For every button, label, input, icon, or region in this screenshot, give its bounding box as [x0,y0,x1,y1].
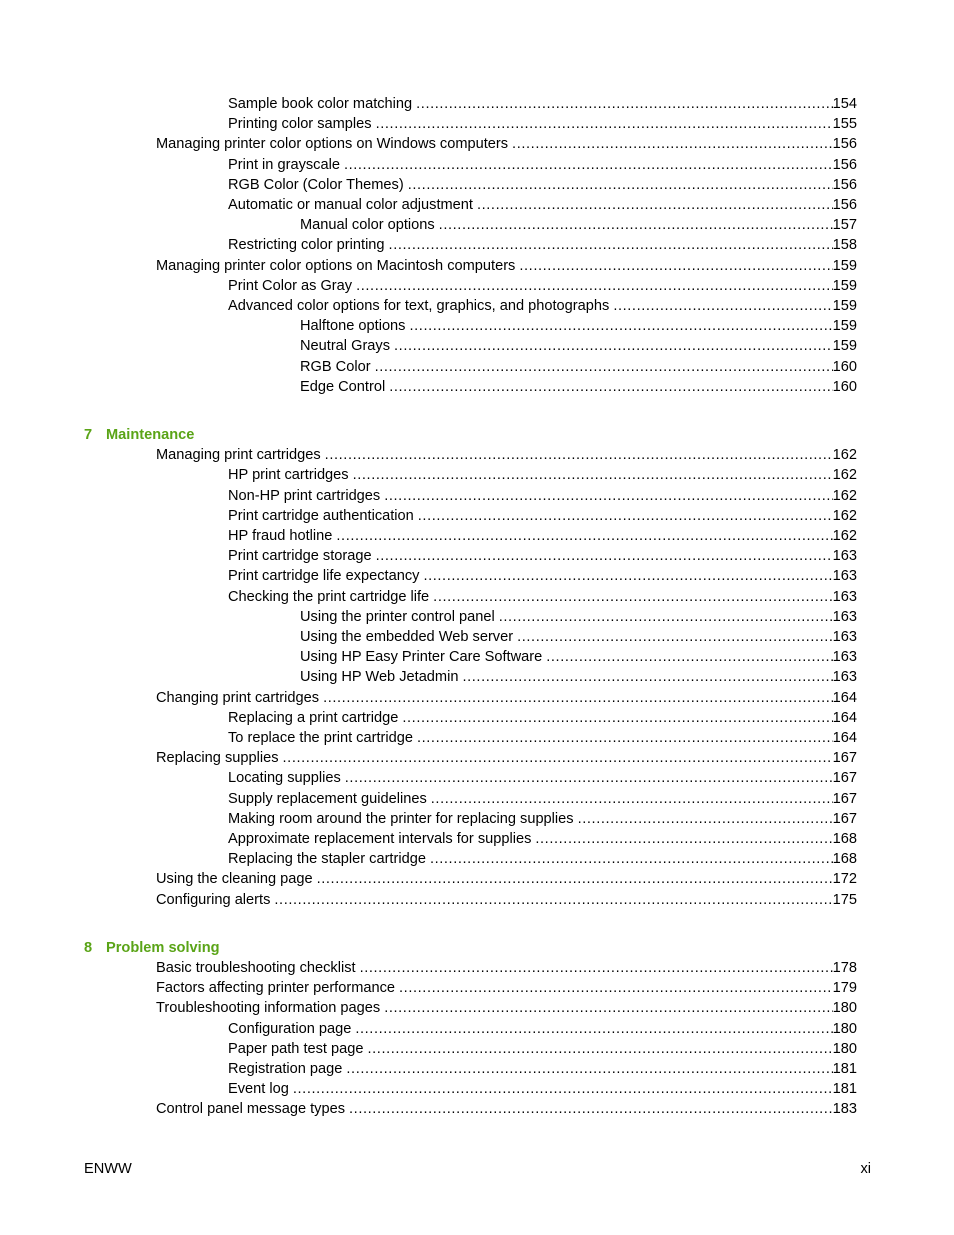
dot-leader [431,789,833,809]
chapter-heading[interactable] [84,938,220,958]
toc-entry-title: Locating supplies [228,770,341,787]
toc-entry[interactable] [300,647,857,667]
toc-entry-page-number: 181 [832,1061,857,1077]
toc-entry-page-number: 183 [832,1101,857,1118]
dot-leader [546,647,832,667]
dot-leader [355,1019,832,1039]
toc-entry-page-number: 156 [832,197,857,213]
chapter-number: 8 [84,939,93,956]
toc-entry-title: Print Color as Gray [228,277,353,294]
toc-entry-title: Advanced color options for text, graphics, and photographs [228,298,610,314]
dot-leader [433,587,832,607]
chapter-title: Problem solving [106,939,220,956]
toc-entry-page-number: 168 [832,851,857,868]
dot-leader [317,869,833,889]
toc-entry[interactable] [156,748,857,768]
toc-entry-title: Non-HP print cartridges [228,487,381,504]
toc-entry-page-number: 158 [832,237,857,254]
dot-leader [384,998,832,1018]
toc-entry-page-number: 156 [832,156,857,173]
toc-entry[interactable] [156,445,857,465]
footer-edition-label: ENWW [84,1161,132,1177]
toc-entry[interactable] [228,276,857,296]
toc-entry-title: Managing printer color options on Macintosh computers [156,257,516,274]
toc-entry-title: Replacing a print cartridge [228,709,399,726]
toc-entry-page-number: 159 [832,338,857,355]
dot-leader [384,486,832,506]
dot-leader [336,526,832,546]
toc-entry-title: Factors affecting printer performance [156,980,396,997]
dot-leader [325,445,833,465]
dot-leader [344,155,833,175]
toc-entry-title: Troubleshooting information pages [156,1000,381,1017]
toc-entry[interactable] [228,768,857,788]
toc-entry-title: Registration page [228,1061,343,1077]
toc-entry[interactable] [228,1079,857,1099]
toc-entry-title: Print cartridge storage [228,548,372,565]
toc-entry[interactable] [156,256,857,276]
dot-leader [517,627,833,647]
dot-leader [389,377,832,397]
toc-entry-title: Checking the print cartridge life [228,588,430,605]
dot-leader [512,134,833,154]
dot-leader [439,215,833,235]
chapter-title: Maintenance [106,427,195,443]
dot-leader [376,546,833,566]
dot-leader [578,809,833,829]
toc-entry-title: Print cartridge authentication [228,507,414,524]
dot-leader [293,1079,833,1099]
dot-leader [430,849,833,869]
toc-entry-page-number: 179 [832,980,857,997]
toc-entry-title: Manual color options [300,217,435,234]
toc-entry[interactable] [300,627,857,647]
toc-entry[interactable] [228,155,857,175]
dot-leader [418,506,833,526]
dot-leader [402,708,832,728]
chapter-number: 7 [84,427,93,443]
dot-leader [356,276,833,296]
toc-entry-page-number: 180 [832,1020,857,1037]
toc-entry-title: Approximate replacement intervals for supplies [228,831,532,847]
dot-leader [519,256,832,276]
toc-entry[interactable] [228,829,857,849]
dot-leader [349,1099,833,1119]
toc-entry-page-number: 157 [832,217,857,234]
toc-entry-title: Using the printer control panel [300,608,495,625]
dot-leader [613,296,832,316]
toc-entry[interactable] [156,890,857,910]
toc-entry-page-number: 167 [832,810,857,827]
toc-entry-page-number: 164 [832,730,857,746]
toc-entry-page-number: 162 [832,528,857,544]
toc-entry-page-number: 159 [832,277,857,294]
toc-entry-page-number: 164 [832,709,857,726]
toc-entry-title: Neutral Grays [300,338,391,355]
toc-entry-title: HP fraud hotline [228,528,333,544]
toc-entry[interactable] [300,607,857,627]
toc-entry-title: Halftone options [300,318,406,335]
dot-leader [346,1059,832,1079]
toc-entry-page-number: 163 [832,649,857,666]
toc-entry-page-number: 162 [832,467,857,484]
toc-entry[interactable] [300,336,857,356]
toc-entry-page-number: 163 [832,629,857,645]
toc-entry-title: Managing print cartridges [156,447,321,464]
toc-entry-title: Configuration page [228,1020,352,1037]
toc-entry[interactable] [228,1019,857,1039]
toc-entry-page-number: 163 [832,608,857,625]
toc-entry-page-number: 156 [832,136,857,153]
toc-entry-title: Basic troubleshooting checklist [156,960,356,976]
dot-leader [323,688,833,708]
toc-entry-page-number: 172 [832,871,857,888]
toc-entry-title: Paper path test page [228,1040,364,1057]
dot-leader [423,566,832,586]
toc-entry[interactable] [300,357,857,377]
toc-entry[interactable] [228,195,857,215]
toc-entry-page-number: 154 [832,96,857,112]
toc-entry-page-number: 162 [832,447,857,464]
toc-entry[interactable] [228,465,857,485]
toc-entry[interactable] [228,114,857,134]
dot-leader [360,958,833,978]
toc-entry-title: Printing color samples [228,116,372,133]
toc-entry-page-number: 159 [832,318,857,335]
toc-entry-title: Edge Control [300,378,386,395]
toc-entry[interactable] [228,728,857,748]
toc-entry-page-number: 160 [832,378,857,395]
toc-entry-title: Using HP Web Jetadmin [300,669,459,686]
toc-entry[interactable] [228,506,857,526]
toc-entry-title: HP print cartridges [228,467,349,484]
toc-entry[interactable] [300,215,857,235]
toc-entry-page-number: 180 [832,1000,857,1017]
toc-entry[interactable] [228,546,857,566]
toc-entry[interactable] [228,175,857,195]
toc-entry-title: Making room around the printer for replacing supplies [228,810,574,827]
toc-entry[interactable] [228,708,857,728]
toc-entry[interactable] [156,688,857,708]
toc-entry[interactable] [228,1059,857,1079]
toc-entry-page-number: 168 [832,831,857,847]
toc-entry[interactable] [228,1039,857,1059]
toc-entry-title: Restricting color printing [228,237,385,254]
toc-entry-page-number: 160 [832,358,857,375]
toc-entry-page-number: 159 [832,257,857,274]
chapter-heading[interactable] [84,425,194,445]
toc-entry-page-number: 156 [832,176,857,193]
dot-leader [353,465,833,485]
toc-entry[interactable] [228,94,857,114]
footer-page-number: xi [860,1161,871,1177]
dot-leader [417,728,833,748]
dot-leader [376,114,833,134]
toc-entry-title: Print cartridge life expectancy [228,568,420,585]
toc-entry[interactable] [228,296,857,316]
dot-leader [389,235,833,255]
toc-entry-title: Supply replacement guidelines [228,790,427,807]
toc-entry-page-number: 163 [832,568,857,585]
toc-entry-title: Using HP Easy Printer Care Software [300,649,543,666]
toc-entry-title: Event log [228,1081,289,1098]
toc-entry[interactable] [156,978,857,998]
dot-leader [345,768,833,788]
toc-entry-title: RGB Color [300,358,371,375]
toc-entry-title: Changing print cartridges [156,689,320,706]
toc-entry-page-number: 167 [832,750,857,767]
toc-entry-title: Control panel message types [156,1101,346,1118]
toc-entry-page-number: 162 [832,507,857,524]
toc-entry-page-number: 167 [832,770,857,787]
toc-entry[interactable] [300,667,857,687]
toc-entry-title: Print in grayscale [228,156,340,173]
toc-entry[interactable] [228,789,857,809]
toc-entry-page-number: 164 [832,689,857,706]
toc-entry[interactable] [156,869,857,889]
toc-entry-page-number: 162 [832,487,857,504]
toc-entry[interactable] [228,486,857,506]
toc-entry[interactable] [156,998,857,1018]
toc-entry[interactable] [228,566,857,586]
dot-leader [274,890,832,910]
toc-entry-title: RGB Color (Color Themes) [228,176,404,193]
toc-entry[interactable] [228,235,857,255]
toc-entry-title: Replacing supplies [156,750,279,767]
toc-entry-title: Replacing the stapler cartridge [228,851,426,868]
toc-entry-title: Automatic or manual color adjustment [228,197,473,213]
toc-entry[interactable] [156,958,857,978]
toc-entry-page-number: 181 [832,1081,857,1098]
toc-entry-title: Managing printer color options on Windows computers [156,136,509,153]
dot-leader [416,94,833,114]
toc-entry-title: To replace the print cartridge [228,730,413,746]
dot-leader [375,357,833,377]
toc-entry-title: Sample book color matching [228,96,413,112]
toc-entry-page-number: 175 [832,891,857,908]
toc-entry[interactable] [156,134,857,154]
toc-entry-page-number: 159 [832,298,857,314]
toc-entry[interactable] [228,849,857,869]
toc-entry-page-number: 163 [832,548,857,565]
toc-entry[interactable] [228,526,857,546]
dot-leader [394,336,833,356]
toc-entry-page-number: 155 [832,116,857,133]
toc-entry[interactable] [228,587,857,607]
dot-leader [283,748,833,768]
toc-entry-page-number: 178 [832,960,857,976]
dot-leader [477,195,833,215]
dot-leader [368,1039,833,1059]
toc-entry-page-number: 163 [832,588,857,605]
toc-entry-page-number: 180 [832,1040,857,1057]
toc-entry[interactable] [228,809,857,829]
dot-leader [462,667,832,687]
toc-entry-page-number: 167 [832,790,857,807]
dot-leader [535,829,832,849]
toc-entry[interactable] [300,377,857,397]
dot-leader [399,978,833,998]
toc-entry-title: Using the embedded Web server [300,629,514,645]
toc-entry-title: Configuring alerts [156,891,271,908]
toc-entry-page-number: 163 [832,669,857,686]
toc-entry-title: Using the cleaning page [156,871,313,888]
dot-leader [499,607,833,627]
dot-leader [408,175,833,195]
toc-entry[interactable] [156,1099,857,1119]
dot-leader [409,316,832,336]
toc-entry[interactable] [300,316,857,336]
